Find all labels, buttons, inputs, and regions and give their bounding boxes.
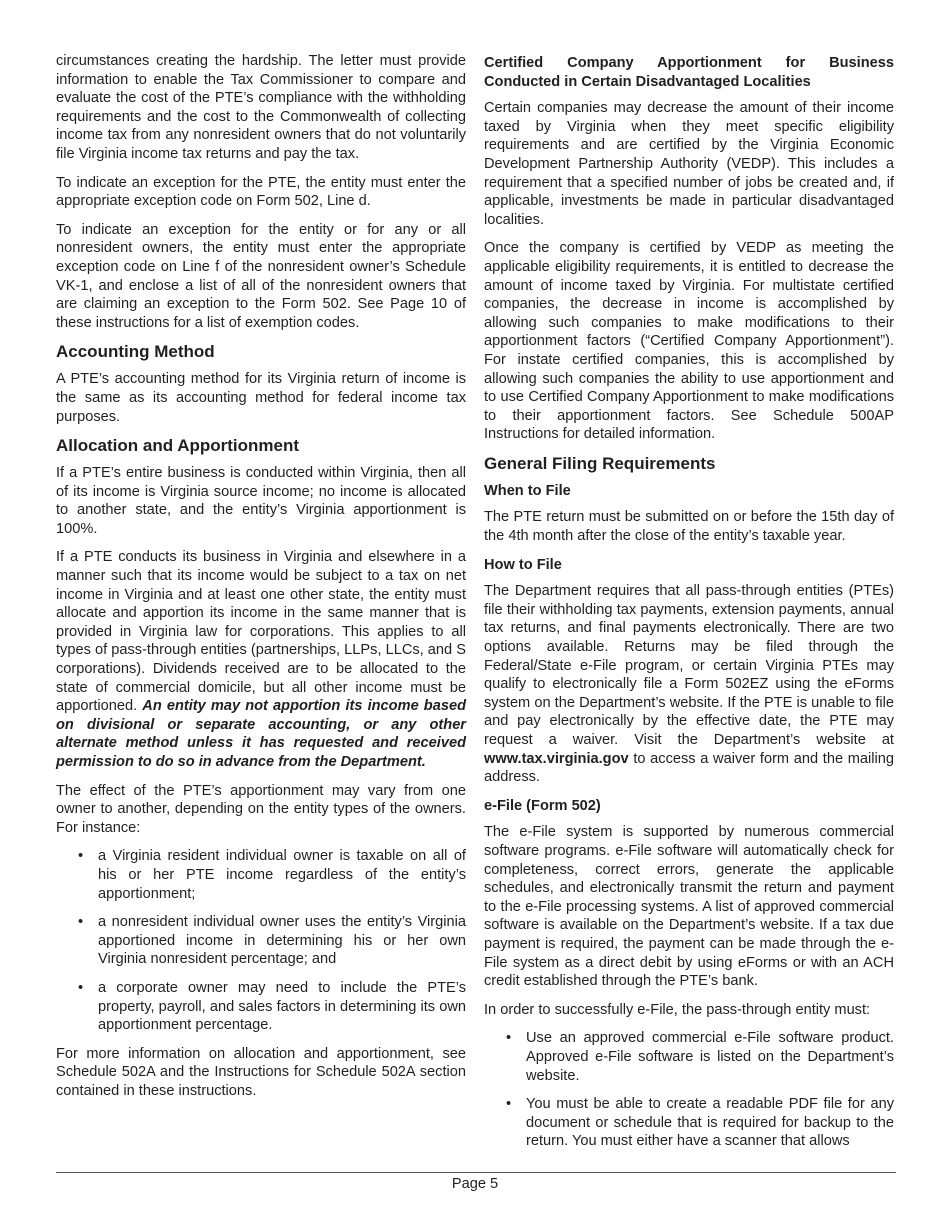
efile-heading: e-File (Form 502)	[484, 797, 601, 814]
more-info-paragraph: For more information on allocation and apportionment, see Schedule 502A and the Instructions for Schedule 502A section contained in these instructions.	[56, 1045, 466, 1099]
efile-paragraph: The e-File system is supported by numerous commercial software programs. e-File software will automatically check for completeness, correct errors, generate the applicable schedules, and electronically transmit the return and payment to the e-File processing systems. A list of approved commercial software is available on the Department’s website. If a tax due payment is required, the payment can be made through the e-File system as a direct debit by using eForms or with an ACH credit established through the PTE’s bank.	[484, 824, 894, 990]
certified-paragraph-1: Certain companies may decrease the amount of their income taxed by Virginia when they meet specific eligibility requirements and are certified by the Virginia Economic Development Partnership Authority (VEDP). This includes a requirement that a specified number of jobs be created and, if applicable, investments be made in particular disadvantaged localities.	[484, 100, 894, 228]
efile-requirements-intro: In order to successfully e-File, the pass-through entity must:	[484, 1001, 871, 1018]
allocation-paragraph-2	[56, 548, 466, 771]
allocation-heading: Allocation and Apportionment	[56, 436, 300, 456]
how-to-file-tail: to access a waiver form and the mailing address.	[484, 750, 894, 786]
how-to-file-paragraph	[484, 582, 894, 787]
list-item: • You must be able to create a readable PDF file for any document or schedule that is required for backup to the return. You must either have a scanner that allows	[526, 1095, 894, 1151]
allocation-paragraph-1: If a PTE’s entire business is conducted within Virginia, then all of its income is Virginia source income; no income is allocated to another state, and the entity’s Virginia apportionment is 100%.	[56, 465, 466, 537]
right-column	[484, 52, 894, 1161]
footer-divider	[56, 1172, 896, 1173]
list-item: • a nonresident individual owner uses the entity’s Virginia apportioned income in determining his or her own Virginia nonresident percentage; and	[98, 913, 466, 969]
owner-types-list	[56, 847, 466, 1034]
tax-website-link[interactable]: www.tax.virginia.gov	[484, 750, 629, 767]
apportionment-effect-paragraph: The effect of the PTE’s apportionment may vary from one owner to another, depending on the entity types of the owners. For instance:	[56, 782, 466, 836]
certified-company-heading: Certified Company Apportionment for Business Conducted in Certain Disadvantaged Localities	[484, 55, 894, 90]
accounting-method-paragraph: A PTE’s accounting method for its Virginia return of income is the same as its accounting method for federal income tax purposes.	[56, 371, 466, 425]
list-item: • Use an approved commercial e-File software product. Approved e-File software is listed on the Department’s website.	[526, 1029, 894, 1085]
page-number: Page 5	[451, 1176, 499, 1192]
pte-exception-paragraph: To indicate an exception for the PTE, the entity must enter the appropriate exception code on Form 502, Line d.	[56, 174, 466, 210]
list-item: • a Virginia resident individual owner is taxable on all of his or her PTE income regardless of the entity’s apportionment;	[98, 847, 466, 903]
left-column	[56, 52, 466, 1111]
efile-requirements-list	[484, 1029, 894, 1151]
allocation-text: If a PTE conducts its business in Virginia and elsewhere in a manner such that its income would be subject to a tax on net income in Virginia and at least one other state, the entity must allocate and apportion its income in the same manner that is provided in Virginia law for corporations. This applies to all types of pass-through entities (partnerships, LLPs, LLCs, and S corporations). Dividends received are to be allocated to the state of commercial domicile, but all other income must be apportioned.	[56, 549, 466, 715]
when-to-file-paragraph: The PTE return must be submitted on or before the 15th day of the 4th month after the close of the entity’s taxable year.	[484, 509, 894, 545]
how-to-file-heading: How to File	[484, 556, 562, 573]
how-to-file-text: The Department requires that all pass-through entities (PTEs) file their withholding tax payments, extension payments, annual tax returns, and final payments electronically. There are two options available. Returns may be filed through the Federal/State e-File program, or certain Virginia PTEs may qualify to electronically file a Form 502EZ using the eForms system on the Department’s website. If the PTE is unable to file and pay electronically by the effective date, the PTE may request a waiver. Visit the Department’s website at	[484, 583, 894, 748]
certified-paragraph-2: Once the company is certified by VEDP as meeting the applicable eligibility requirements, it is entitled to decrease the amount of income taxed by Virginia. For multistate certified companies, the decrease in income is accomplished by allowing such companies to make modifications to their apportionment factors (“Certified Company Apportionment”). For instate certified companies, this is accomplished by allowing such companies the ability to use apportionment and to use Certified Company Apportionment to make modifications to their apportionment factors. See Schedule 500AP Instructions for detailed information.	[484, 240, 894, 443]
owner-exception-paragraph: To indicate an exception for the entity or for any or all nonresident owners, the entity must enter the appropriate exception code on Line f of the nonresident owner’s Schedule VK-1, and enclose a list of all of the nonresident owners that are claiming an exception to the Form 502. See Page 10 of these instructions for a list of exemption codes.	[56, 221, 466, 331]
hardship-paragraph: circumstances creating the hardship. The letter must provide information to enable the Tax Commissioner to compare and evaluate the cost of the PTE’s compliance with the withholding requirements and the cost to the Commonwealth of collecting income tax from any nonresident owners that do not voluntarily file Virginia income tax returns and pay the tax.	[56, 53, 466, 162]
allocation-warning: An entity may not apportion its income based on divisional or separate accounting, or any other alternate method unless it has requested and received permission to do so in advance from the Department.	[56, 698, 466, 770]
when-to-file-heading: When to File	[484, 482, 571, 499]
accounting-method-heading: Accounting Method	[56, 342, 215, 362]
general-filing-heading: General Filing Requirements	[484, 453, 716, 473]
list-item: • a corporate owner may need to include the PTE’s property, payroll, and sales factors in determining its own apportionment percentage.	[98, 979, 466, 1035]
